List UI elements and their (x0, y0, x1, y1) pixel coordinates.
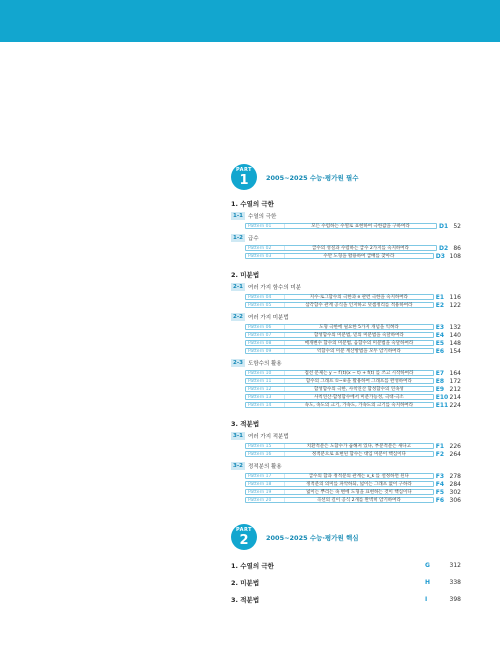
pattern-box (245, 348, 434, 355)
page-number: 212 (449, 385, 461, 393)
pattern-list (245, 323, 461, 355)
pattern-description: 역함수의 미분 계산방법을 모두 암기하여라 (316, 349, 401, 354)
pattern-code: E5 (435, 339, 445, 347)
pattern-row[interactable] (245, 377, 461, 385)
pattern-box (245, 324, 434, 331)
chapter-title: 3. 적분법 (231, 595, 260, 604)
pattern-description: 매개변수 함수의 미분법, 음함수의 미분법을 숙달하여라 (304, 341, 414, 346)
pattern-box (245, 370, 434, 377)
pattern-code: E9 (435, 385, 445, 393)
pattern-description: 급수의 합과 정적분의 관계는 x_k 를 설정하면 된다 (308, 474, 409, 479)
part-number: 2 (239, 532, 249, 548)
pattern-description: 도형 극한에 필요한 5가지 개념을 익혀라 (319, 325, 399, 330)
part-2-badge (231, 524, 257, 550)
pattern-number: Pattern 02 (246, 246, 285, 251)
section-number: 2-3 (231, 359, 245, 367)
pattern-row[interactable] (245, 401, 461, 409)
pattern-list (245, 472, 461, 504)
pattern-row[interactable] (245, 369, 461, 377)
pattern-list (245, 369, 461, 409)
section-number: 2-2 (231, 313, 245, 321)
part-2-toc (231, 560, 461, 611)
pattern-number: Pattern 01 (246, 224, 285, 229)
page-number: 172 (449, 377, 461, 385)
page-number: 148 (449, 339, 461, 347)
pattern-number: Pattern 06 (246, 325, 285, 330)
section-number: 2-1 (231, 283, 245, 291)
pattern-number: Pattern 15 (246, 444, 285, 449)
pattern-box (245, 223, 437, 230)
pattern-description: 합성함수의 극한, 사칙연산 함성함수의 연속성 (314, 387, 404, 392)
part-1-title: 2005~2025 수능·평가원 필수 (266, 173, 359, 182)
pattern-box (245, 489, 434, 496)
pattern-description: 속도, 속도의 크기, 가속도, 가속도의 크기를 숙지하여라 (304, 403, 414, 408)
pattern-number: Pattern 03 (246, 254, 285, 259)
pattern-description: 급수의 성질과 수렴하는 급수 2가지를 숙지하여라 (312, 246, 409, 251)
pattern-code: E11 (435, 401, 449, 409)
chapter-code: H (425, 578, 431, 586)
chapter-title: 2. 미분법 (231, 578, 260, 587)
chapter-title: 1. 수열의 극한 (231, 561, 274, 570)
pattern-number: Pattern 13 (246, 395, 285, 400)
page-number: 224 (449, 401, 461, 409)
part-1-header (231, 164, 359, 190)
pattern-row[interactable] (245, 496, 461, 504)
pattern-box (245, 386, 434, 393)
page-number: 264 (449, 450, 461, 458)
chapter-title[interactable]: 3. 적분법 (231, 420, 260, 428)
pattern-box (245, 245, 437, 252)
pattern-number: Pattern 20 (246, 498, 285, 503)
pattern-box (245, 451, 434, 458)
pattern-box (245, 340, 434, 347)
pattern-row[interactable] (245, 301, 461, 309)
pattern-code: D1 (439, 222, 449, 230)
pattern-row[interactable] (245, 293, 461, 301)
part-2-header (231, 524, 359, 550)
part-number: 1 (239, 172, 249, 188)
pattern-code: E6 (435, 347, 445, 355)
pattern-list (245, 244, 461, 260)
pattern-code: F2 (435, 450, 445, 458)
part-2-chapter-row[interactable] (231, 560, 461, 570)
pattern-box (245, 302, 434, 309)
pattern-description: 넓이는 뿌리는 속 변에 도형을 표현하는 것이 핵심이다 (306, 490, 412, 495)
pattern-list (245, 222, 461, 230)
pattern-list (245, 442, 461, 458)
part-2-title: 2005~2025 수능·평가원 핵심 (266, 533, 359, 542)
pattern-row[interactable] (245, 252, 461, 260)
section-heading[interactable] (231, 359, 461, 367)
page-number: 278 (449, 472, 461, 480)
pattern-description: 수만 도형을 활용하여 급배를 찾아라 (323, 254, 395, 259)
pattern-description: 접선 문제는 y − f′(t)(x − t) + f(t) 를 쓰고 시작하여라 (304, 371, 414, 376)
section-heading[interactable] (231, 212, 461, 220)
pattern-row[interactable] (245, 244, 461, 252)
pattern-box (245, 497, 434, 504)
pattern-number: Pattern 17 (246, 474, 285, 479)
page-number: 312 (449, 561, 461, 569)
pattern-number: Pattern 12 (246, 387, 285, 392)
header-band (0, 0, 500, 42)
pattern-box (245, 481, 434, 488)
part-2-chapter-row[interactable] (231, 577, 461, 587)
page-number: 116 (449, 293, 461, 301)
pattern-number: Pattern 09 (246, 349, 285, 354)
pattern-number: Pattern 04 (246, 295, 285, 300)
pattern-description: 정적분으로 표현된 함수는 대입 미분이 핵심이다 (311, 452, 406, 457)
pattern-code: E8 (435, 377, 445, 385)
page-number: 284 (449, 480, 461, 488)
part-label: PART (235, 166, 253, 173)
page-number: 108 (449, 252, 461, 260)
pattern-row[interactable] (245, 222, 461, 230)
chapter-title[interactable]: 1. 수열의 극한 (231, 200, 274, 208)
page-number: 132 (449, 323, 461, 331)
pattern-code: E4 (435, 331, 445, 339)
page-number: 164 (449, 369, 461, 377)
part-label: PART (235, 526, 253, 533)
pattern-description: 지수·로그함수의 극한과 e 관련 극한을 숙지하여라 (309, 295, 409, 300)
pattern-description: 곡선의 길이 공식 2개를 완벽히 암기하여라 (316, 498, 401, 503)
section-heading[interactable] (231, 313, 461, 321)
section-title: 수열의 극한 (248, 214, 277, 220)
pattern-number: Pattern 14 (246, 403, 285, 408)
page-number: 306 (449, 496, 461, 504)
section-title: 급수 (248, 236, 259, 242)
part-1-toc (231, 199, 461, 508)
pattern-number: Pattern 19 (246, 490, 285, 495)
pattern-code: E7 (435, 369, 445, 377)
pattern-number: Pattern 11 (246, 379, 285, 384)
pattern-row[interactable] (245, 331, 461, 339)
pattern-box (245, 473, 434, 480)
pattern-code: D2 (439, 244, 449, 252)
pattern-number: Pattern 05 (246, 303, 285, 308)
part-2-chapter-row[interactable] (231, 594, 461, 604)
part-1-badge (231, 164, 257, 190)
pattern-row[interactable] (245, 323, 461, 331)
pattern-code: E2 (435, 301, 445, 309)
pattern-number: Pattern 16 (246, 452, 285, 457)
section-number: 3-1 (231, 432, 245, 440)
section-title: 도함수의 활용 (248, 361, 282, 367)
section-title: 여러 가지 함수의 미분 (248, 285, 302, 291)
page-number: 398 (449, 595, 461, 603)
pattern-row[interactable] (245, 480, 461, 488)
section-heading[interactable] (231, 432, 461, 440)
pattern-code: E1 (435, 293, 445, 301)
section-number: 1-2 (231, 234, 245, 242)
pattern-row[interactable] (245, 488, 461, 496)
pattern-code: E10 (435, 393, 449, 401)
pattern-number: Pattern 07 (246, 333, 285, 338)
section-title: 여러 가지 미분법 (248, 315, 289, 321)
page-number: 86 (453, 244, 461, 252)
section-number: 3-2 (231, 462, 245, 470)
page-number: 214 (449, 393, 461, 401)
pattern-box (245, 253, 434, 260)
page-number: 338 (449, 578, 461, 586)
pattern-box (245, 332, 434, 339)
pattern-number: Pattern 18 (246, 482, 285, 487)
pattern-description: 사칙연산·합성함수에서 미분가능성, 극대·극소 (314, 395, 404, 400)
chapter-code: G (425, 561, 430, 569)
pattern-code: F4 (435, 480, 445, 488)
section-number: 1-1 (231, 212, 245, 220)
pattern-description: 정적분의 의미를 파악하되, 넓이는 그래프 없이 구하라 (306, 482, 412, 487)
page-number: 226 (449, 442, 461, 450)
pattern-description: 삼각함수 관계 공식을 인지하고 덧셈정리를 적용하여라 (305, 303, 413, 308)
section-heading[interactable] (231, 462, 461, 470)
pattern-box (245, 443, 434, 450)
pattern-code: E3 (435, 323, 445, 331)
pattern-row[interactable] (245, 472, 461, 480)
pattern-row[interactable] (245, 393, 461, 401)
page-number: 140 (449, 331, 461, 339)
pattern-description: 치환적분은 도함수가 곱해져 있다, 부분적분은 새다고 (306, 444, 411, 449)
page-number: 52 (453, 222, 461, 230)
pattern-number: Pattern 10 (246, 371, 285, 376)
pattern-description: 함수의 그래프 ①~⑥을 활용하여 그래프를 완성하여라 (305, 379, 412, 384)
pattern-code: F5 (435, 488, 445, 496)
pattern-code: F6 (435, 496, 445, 504)
pattern-box (245, 294, 434, 301)
pattern-box (245, 394, 434, 401)
page-number: 122 (449, 301, 461, 309)
page-number: 154 (449, 347, 461, 355)
pattern-row[interactable] (245, 450, 461, 458)
pattern-box (245, 378, 434, 385)
pattern-row[interactable] (245, 339, 461, 347)
chapter-title[interactable]: 2. 미분법 (231, 271, 260, 279)
pattern-box (245, 402, 434, 409)
section-title: 여러 가지 적분법 (248, 434, 289, 440)
section-heading[interactable] (231, 283, 461, 291)
pattern-code: D3 (435, 252, 445, 260)
pattern-row[interactable] (245, 385, 461, 393)
chapter-code: I (425, 595, 428, 603)
pattern-number: Pattern 08 (246, 341, 285, 346)
pattern-row[interactable] (245, 442, 461, 450)
pattern-code: F1 (435, 442, 445, 450)
pattern-description: 모든 수렴하는 수열로 표현하여 극한값을 구하여라 (311, 224, 410, 229)
section-heading[interactable] (231, 234, 461, 242)
pattern-code: F3 (435, 472, 445, 480)
section-title: 정적분의 활용 (248, 464, 282, 470)
pattern-list (245, 293, 461, 309)
page-number: 302 (449, 488, 461, 496)
pattern-description: 합성함수의 미분법, 믿의 미분법을 숙달하여라 (314, 333, 404, 338)
pattern-row[interactable] (245, 347, 461, 355)
